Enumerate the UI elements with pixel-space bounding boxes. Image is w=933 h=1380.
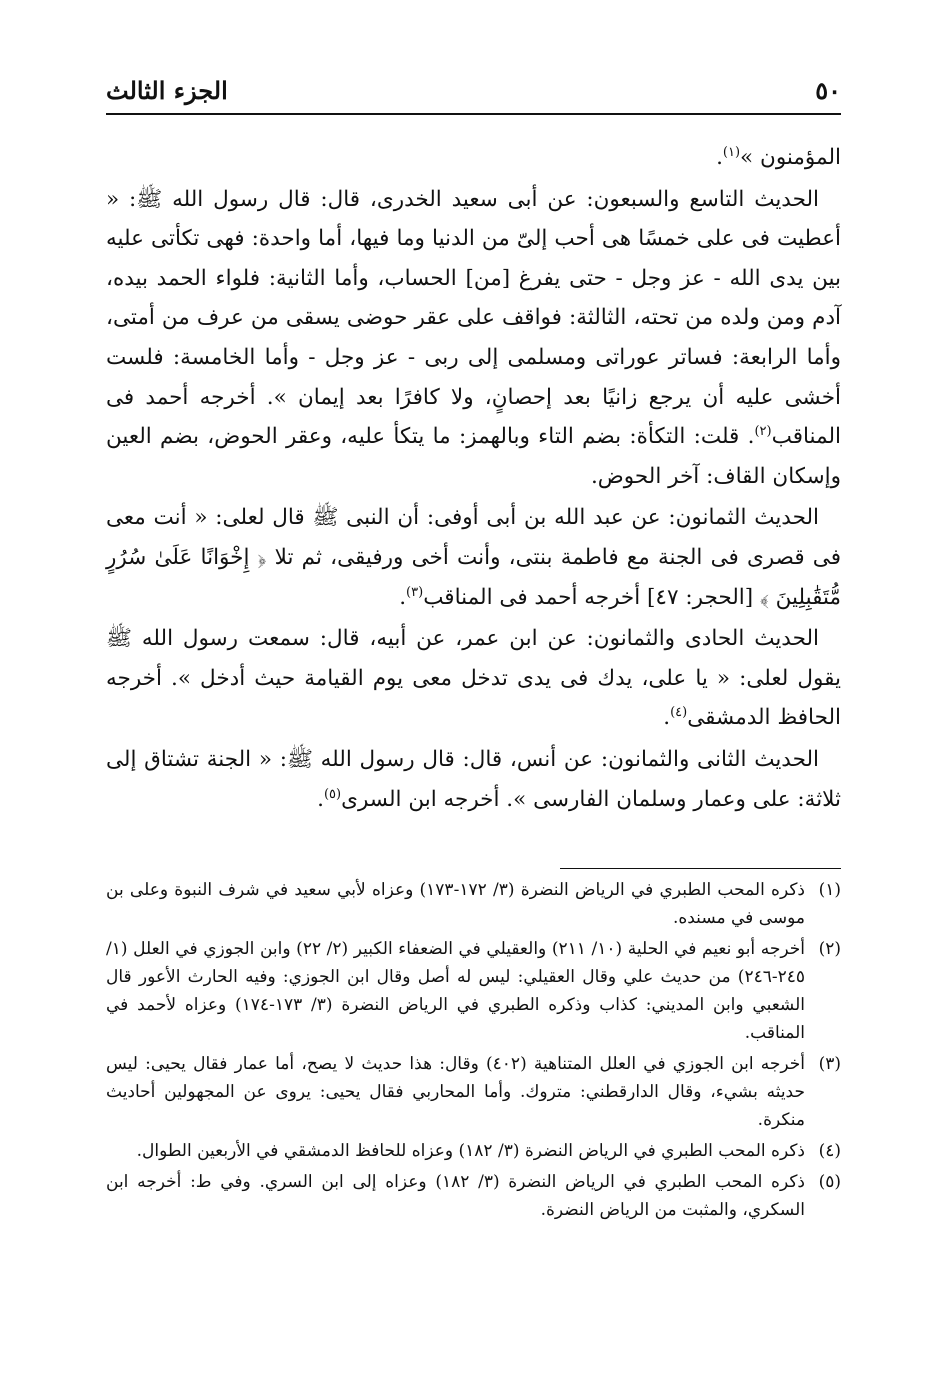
footnote-ref-4[interactable]: (٤): [670, 705, 688, 721]
hadith-81: الحديث الحادى والثمانون: عن ابن عمر، عن أبيه، قال: سمعت رسول الله ﷺ يقول لعلى: « يا على، يدك فى يدى تدخل معى يوم القيامة حيث أدخل ». أخرجه الحافظ الدمشقى$^{(٤)}$.: [106, 626, 841, 731]
footnote-text: ذكره المحب الطبري في الرياض النضرة (٣/ ١٧٢-١٧٣) وعزاه لأبي سعيد في شرف النبوة وعلى بن موسى في مسنده.: [106, 880, 805, 928]
running-title: الجزء الثالث: [106, 75, 228, 105]
footnote-text: ذكره المحب الطبري في الرياض النضرة (٣/ ١٨٢) وعزاه للحافظ الدمشقي في الأربعين الطوال.: [136, 1141, 805, 1161]
footnote-5: [106, 1168, 841, 1224]
footnote-text: أخرجه ابن الجوزي في العلل المتناهية (٤٠٢) وقال: هذا حديث لا يصح، أما عمار فقال يحيى: ليس حديثه بشيء، وقال الدارقطني: متروك. وأما المحاربي فقال يحيى: يروى عن المجهولين أحاديث منكرة.: [106, 1054, 805, 1130]
hadith-82: الحديث الثانى والثمانون: عن أنس، قال: قال رسول الله ﷺ: « الجنة تشتاق إلى ثلاثة: على وعمار وسلمان الفارسى ». أخرجه ابن السرى$^{(٥)}$.: [106, 746, 841, 812]
page-number: ٥٠: [815, 75, 841, 105]
footnote-ref-2[interactable]: (٢): [754, 424, 772, 439]
paragraph-continuation: المؤمنون »$^{(١)}$.: [716, 144, 841, 170]
footnote-number: (١): [818, 880, 841, 900]
footnote-ref-3[interactable]: (٣): [406, 584, 424, 600]
hadith-80: الحديث الثمانون: عن عبد الله بن أبى أوفى: أن النبى ﷺ قال لعلى: « أنت معى فى قصرى فى الجنة مع فاطمة بنتى، وأنت أخى ورفيقى، ثم تلا ﴿ إِخْوَانًا عَلَىٰ سُرُرٍ مُّتَقَٰبِلِينَ ﴾ [الحجر: ٤٧] أخرجه أحمد فى المناقب$^{(٣)}$.: [106, 505, 841, 610]
footnote-3: [106, 1050, 841, 1134]
footnote-number: (٣): [818, 1054, 841, 1074]
main-text: [106, 138, 841, 819]
footnote-1: [106, 876, 841, 932]
page-header: [106, 72, 841, 108]
footnote-2: [106, 935, 841, 1047]
footnote-text: أخرجه أبو نعيم في الحلية (١٠/ ٢١١) والعقيلي في الضعفاء الكبير (٢/ ٢٢) وابن الجوزي في العلل (١/ ٢٤٥-٢٤٦) من حديث علي وقال العقيلي: ليس له أصل وقال ابن الجوزي: وفيه الحارث الأعور قال الشعبي وابن المديني: كذاب وذكره الطبري في الرياض النضرة (٣/ ١٧٣-١٧٤) وعزاه لأحمد في المناقب.: [106, 939, 805, 1043]
footnote-number: (٢): [818, 939, 841, 959]
footnote-ref-5[interactable]: (٥): [323, 786, 342, 802]
footnote-number: (٤): [818, 1141, 841, 1161]
footnote-number: (٥): [818, 1172, 841, 1192]
footnotes: [106, 876, 841, 1227]
footnote-divider: [560, 868, 841, 869]
footnote-ref-1[interactable]: (١): [722, 144, 741, 160]
hadith-79: الحديث التاسع والسبعون: عن أبى سعيد الخدرى، قال: قال رسول الله ﷺ: « أعطيت فى على خمسًا هى أحب إلىّ من الدنيا وما فيها، أما واحدة: فهى تكأتى عليه بين يدى الله - عز وجل - حتى يفرغ [من] الحساب، وأما الثانية: فلواء الحمد بيده، آدم ومن ولده من تحته، الثالثة: فواقف على عقر حوضى يسقى من عرف من أمتى، وأما الرابعة: فساتر عوراتى ومسلمى إلى ربى - عز وجل - وأما الخامسة: فلست أخشى عليه أن يرجع زانيًا بعد إحصانٍ، ولا كافرًا بعد إيمان ». أخرجه أحمد فى المناقب$^{(٢)}$. قلت: التكأة: بضم التاء وبالهمز: ما يتكأ عليه، وعقر الحوض، بضم العين وإسكان القاف: آخر الحوض.: [106, 186, 841, 489]
header-divider: [106, 113, 841, 115]
footnote-4: [106, 1137, 841, 1165]
footnote-text: ذكره المحب الطبري في الرياض النضرة (٣/ ١٨٢) وعزاه إلى ابن السري. وفي ط: أخرجه ابن السكري، والمثبت من الرياض النضرة.: [106, 1172, 806, 1220]
